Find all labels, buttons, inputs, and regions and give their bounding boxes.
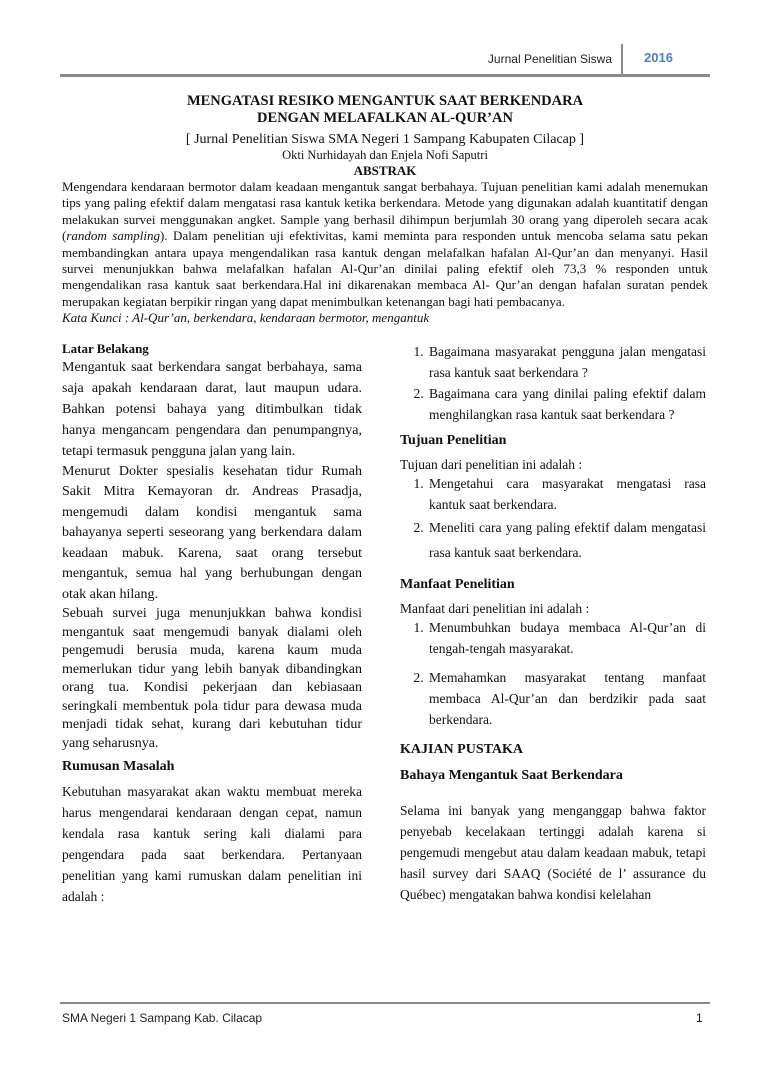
abstract-text: Mengendara kendaraan bermotor dalam keadaan mengantuk sangat berbahaya. Tujuan penelitian kami adalah menemukan tips yang paling efektif dalam mengatasi rasa kantuk ketika berkendara. Metode yang digunakan adalah kuantitatif dengan melakukan survei menggunakan angket. Sample yang berhasil dihimpun berjumlah 30 orang yang diperoleh secara acak ( — [62, 179, 708, 244]
paragraph: Manfaat dari penelitian ini adalah : — [400, 600, 590, 616]
abstract-heading: ABSTRAK — [353, 163, 417, 178]
section-rumusan-masalah — [62, 759, 362, 907]
page-number: 1 — [696, 1011, 703, 1025]
heading-latar-belakang: Latar Belakang — [62, 340, 149, 356]
list-item: 1. Menumbuhkan budaya membaca Al-Qur’an di tengah-tengah masyarakat. — [427, 617, 706, 659]
heading-manfaat: Manfaat Penelitian — [400, 576, 515, 592]
list-item: 2. Bagaimana cara yang dinilai paling efektif dalam menghilangkan rasa kantuk saat berkendara ? — [427, 383, 706, 425]
title-line-2: DENGAN MELAFALKAN AL-QUR’AN — [257, 110, 513, 126]
footer-school: SMA Negeri 1 Sampang Kab. Cilacap — [62, 1011, 263, 1025]
keywords: Kata Kunci : Al-Qur’an, berkendara, kendaraan bermotor, mengantuk — [62, 310, 430, 326]
heading-bahaya: Bahaya Mengantuk Saat Berkendara — [400, 767, 623, 783]
paragraph: Menurut Dokter spesialis kesehatan tidur Rumah Sakit Mitra Kemayoran dr. Andreas Prasadja, mengemudi dalam kondisi mengantuk sama bahayanya seperti seseorang yang berkendara dalam keadaan mabuk. Karena, saat orang tersebut mengantuk, semua hal yang berhubungan dengan otak akan hilang. — [62, 463, 362, 602]
right-column — [400, 341, 706, 908]
title-line-1: MENGATASI RESIKO MENGANTUK SAAT BERKENDARA — [186, 93, 584, 109]
paragraph: Selama ini banyak yang menganggap bahwa faktor penyebab kecelakaan tertinggi adalah karena si pengemudi mengebut atau dalam keadaan mabuk, tetapi hasil survey dari SAAQ (Société de l’ assurance du Québec) mengatakan bahwa kondisi kelelahan — [400, 802, 706, 902]
paragraph: Tujuan dari penelitian ini adalah : — [400, 456, 583, 472]
page-content — [60, 93, 710, 907]
heading-rumusan-masalah: Rumusan Masalah — [62, 759, 175, 775]
list-item: 1. Bagaimana masyarakat pengguna jalan mengatasi rasa kantuk saat berkendara ? — [427, 341, 706, 383]
abstract-italic: random sampling — [66, 228, 160, 244]
list-item: 1. Mengetahui cara masyarakat mengatasi rasa kantuk saat berkendara. — [427, 473, 706, 515]
abstract-body — [62, 179, 708, 327]
paper-title — [60, 93, 710, 127]
authors: Okti Nurhidayah dan Enjela Nofi Saputri — [282, 148, 488, 162]
paragraph: Sebuah survei juga menunjukkan bahwa kondisi mengantuk saat mengemudi banyak dialami oleh pengemudi berusia muda, karena kaum muda memerlukan tidur yang lebih banyak dibandingkan orang tua. Kondisi pekerjaan dan kebiasaan seringkali membentuk pola tidur para dewasa muda menjadi tidak sehat, kurang dari kebutuhan tidur yang seharusnya. — [62, 606, 362, 751]
heading-kajian-pustaka: KAJIAN PUSTAKA — [400, 741, 524, 757]
paper-subtitle: [ Jurnal Penelitian Siswa SMA Negeri 1 Sampang Kabupaten Cilacap ] — [185, 132, 585, 147]
research-questions — [400, 341, 706, 425]
left-column — [62, 341, 362, 908]
paragraph: Kebutuhan masyarakat akan waktu membuat mereka harus mengendarai kendaraan dengan cepat, namun kendala rasa kantuk sering kali dialami para pengendara pada saat berkendara. Pertanyaan penelitian yang kami rumuskan dalam penelitian ini adalah : — [62, 784, 362, 905]
paragraph: Mengantuk saat berkendara sangat berbahaya, sama saja apakah kendaraan darat, laut maupun udara. Bahkan potensi bahaya yang ditimbulkan tidak hanya mengancam pengendara dan penumpangnya, tetapi termasuk pengguna jalan yang lain. — [62, 359, 362, 459]
section-latar-belakang — [62, 341, 362, 754]
header-journal-name: Jurnal Penelitian Siswa — [487, 52, 612, 66]
header-rule — [60, 74, 710, 77]
section-tujuan — [400, 433, 706, 565]
section-kajian-pustaka — [400, 742, 706, 905]
heading-tujuan: Tujuan Penelitian — [400, 432, 507, 448]
header-year: 2016 — [644, 50, 673, 65]
two-column-body — [60, 341, 710, 908]
list-item: 2. Memahamkan masyarakat tentang manfaat membaca Al-Qur’an dan berdzikir pada saat berkendara. — [427, 667, 706, 730]
section-manfaat — [400, 577, 706, 730]
abstract-text-cont: ). Dalam penelitian uji efektivitas, kami meminta para responden untuk mencoba selama satu pekan membandingkan antara upaya mengendalikan rasa kantuk dengan melafalkan hafalan Al-Qur’an dan menyanyi. Hasil survei menunjukkan bahwa melafalkan hafalan Al-Qur’an dinilai paling efektif oleh 73,3 % responden untuk mengendalikan rasa kantuk saat berkendara.Hal ini dikarenakan membaca Al- Qur’an dengan hafalan suratan pendek merupakan kegiatan berpikir ringan yang dapat menimbulkan ketenangan bagi hati pembacanya. — [62, 228, 708, 309]
list-item: 2. Meneliti cara yang paling efektif dalam mengatasi rasa kantuk saat berkendara. — [427, 515, 706, 565]
footer-rule — [60, 1002, 710, 1004]
header-divider — [621, 44, 623, 76]
